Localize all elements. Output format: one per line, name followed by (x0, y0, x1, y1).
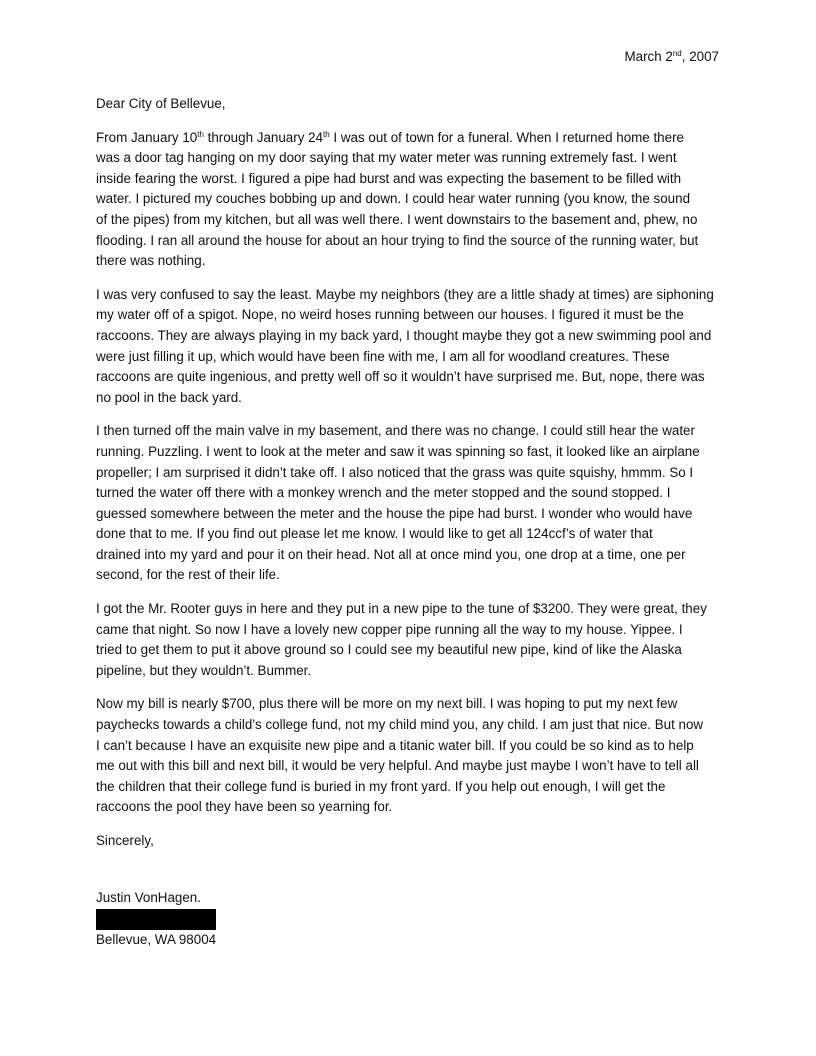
paragraph-line: guessed somewhere between the meter and the house the pipe had burst. I wonder who would have (96, 505, 693, 521)
paragraph-line: turned the water off there with a monkey wrench and the meter stopped and the sound stopped. I (96, 485, 671, 501)
salutation: Dear City of Bellevue, (96, 96, 226, 111)
date-month-day: March 2 (624, 49, 673, 64)
signature-block (96, 888, 216, 950)
paragraph-line: From January 10th through January 24th I was out of town for a funeral. When I returned home there (96, 129, 684, 145)
paragraph-line: pipeline, but they wouldn’t. Bummer. (96, 662, 312, 678)
paragraph-line: there was nothing. (96, 253, 206, 269)
paragraph-line: the children that their college fund is buried in my front yard. If you help out enough, I will get the (96, 778, 666, 794)
body-paragraph (96, 694, 722, 818)
paragraph-line: paychecks towards a child’s college fund, not my child mind you, any child. I am just that nice. But now (96, 717, 704, 733)
paragraph-line: raccoons the pool they have been so yearning for. (96, 799, 393, 815)
paragraph-line: Now my bill is nearly $700, plus there will be more on my next bill. I was hoping to put my next few (96, 696, 678, 712)
paragraph-line: drained into my yard and pour it on their head. Not all at once mind you, one drop at a time, one per (96, 546, 686, 562)
paragraph-line: I can’t because I have an exquisite new pipe and a titanic water bill. If you could be so kind as to help (96, 737, 694, 753)
date-ordinal-suffix: nd (672, 49, 682, 58)
closing: Sincerely, (96, 833, 154, 848)
paragraph-line: were just filling it up, which would have been fine with me, I am all for woodland creatures. These (96, 348, 670, 364)
paragraph-line: second, for the rest of their life. (96, 567, 280, 583)
paragraph-line: done that to me. If you find out please let me know. I would like to get all 124ccf’s of water that (96, 526, 653, 542)
paragraphs (96, 128, 722, 818)
paragraph-line: flooding. I ran all around the house for about an hour trying to find the source of the running water, but (96, 232, 699, 248)
paragraph-line: inside fearing the worst. I figured a pipe had burst and was expecting the basement to be filled with (96, 170, 682, 186)
paragraph-line: came that night. So now I have a lovely new copper pipe running all the way to my house. Yippee. I (96, 621, 683, 637)
date-year: , 2007 (681, 49, 719, 64)
redacted-address-bar (96, 909, 216, 930)
body-paragraph (96, 128, 722, 272)
paragraph-line: raccoons. They are always playing in my back yard, I thought maybe they got a new swimming pool and (96, 327, 712, 343)
paragraph-line: propeller; I am surprised it didn’t take off. I also noticed that the grass was quite squishy, hmmm. So I (96, 464, 694, 480)
paragraph-line: water. I pictured my couches bobbing up and down. I could hear water running (you know, the sound (96, 191, 691, 207)
body-paragraph (96, 599, 722, 681)
city-state-zip: Bellevue, WA 98004 (96, 931, 217, 947)
paragraph-line: I got the Mr. Rooter guys in here and they put in a new pipe to the tune of $3200. They were great, they (96, 601, 707, 617)
body-paragraph (96, 421, 722, 586)
signer-name: Justin VonHagen. (96, 890, 201, 905)
paragraph-line: no pool in the back yard. (96, 389, 242, 405)
paragraph-line: was a door tag hanging on my door saying that my water meter was running extremely fast. I went (96, 150, 677, 166)
paragraph-line: of the pipes) from my kitchen, but all was well there. I went downstairs to the basement and, phew, no (96, 211, 698, 227)
paragraph-line: raccoons are quite ingenious, and pretty well off so it wouldn’t have surprised me. But, nope, there was (96, 369, 705, 385)
letter-date (624, 47, 719, 67)
paragraph-line: I then turned off the main valve in my basement, and there was no change. I could still hear the water (96, 423, 695, 439)
letter-body (96, 94, 722, 852)
paragraph-line: me out with this bill and next bill, it would be very helpful. And maybe just maybe I won’t have to tell all (96, 758, 699, 774)
paragraph-line: tried to get them to put it above ground so I could see my beautiful new pipe, kind of like the Alaska (96, 642, 682, 658)
paragraph-line: running. Puzzling. I went to look at the meter and saw it was spinning so fast, it looked like an airplane (96, 443, 700, 459)
paragraph-line: I was very confused to say the least. Maybe my neighbors (they are a little shady at times) are siphoning (96, 286, 714, 302)
paragraph-line: my water off of a spigot. Nope, no weird hoses running between our houses. I figured it must be the (96, 307, 684, 323)
body-paragraph (96, 285, 722, 409)
